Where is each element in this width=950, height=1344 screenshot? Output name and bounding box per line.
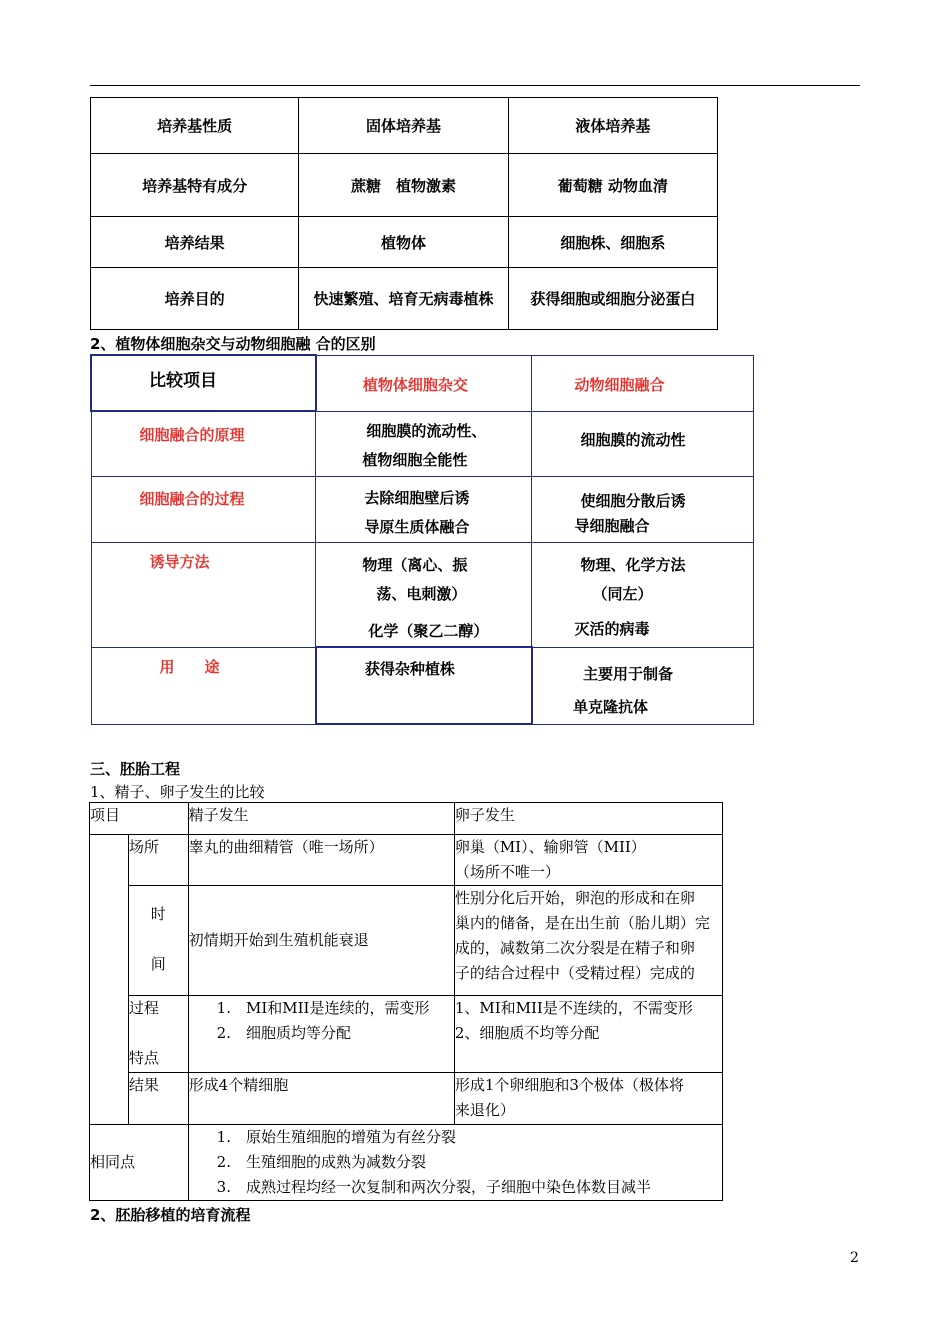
table-row: [90, 996, 723, 1073]
table-cell: [532, 647, 754, 724]
cell-text: 获得杂种植株: [364, 660, 455, 678]
cell-line: 性别分化后开始，卵泡的形成和在卵: [454, 889, 695, 907]
table-row: [91, 217, 718, 268]
table-cell: [454, 996, 722, 1073]
table-cell: [316, 411, 532, 476]
cell-line: 导原生质体融合: [364, 517, 470, 536]
table-row: [91, 355, 754, 411]
table-cell: 睾丸的曲细精管（唯一场所）: [188, 835, 454, 886]
cell-line: 单克隆抗体: [572, 697, 648, 716]
cell-line: 2、细胞质不均等分配: [454, 1024, 600, 1042]
table-header-cell: [316, 355, 532, 411]
table-cell: [188, 1125, 722, 1201]
cell-text: 植物体细胞杂交: [362, 375, 468, 394]
table-cell: 结果: [128, 1073, 188, 1125]
table-cell: [454, 835, 722, 886]
table-cell: [128, 886, 188, 996]
gametogenesis-table: [89, 802, 723, 1201]
table-row: [91, 476, 754, 542]
cell-line: 主要用于制备: [582, 664, 673, 683]
cell-line: 巢内的储备，是在出生前（胎儿期）完: [454, 914, 710, 932]
cell-line: 灭活的病毒: [574, 619, 650, 638]
table-row: [90, 1073, 723, 1125]
cell-line: 1、MI和MII是不连续的，不需变形: [454, 999, 693, 1017]
table-row: [91, 647, 754, 724]
table-cell: [316, 476, 532, 542]
table-cell: 场所: [128, 835, 188, 886]
cell-line: 1. MI和MII是连续的，需变形: [216, 999, 430, 1017]
table-row: [90, 835, 723, 886]
cell-line: 成的，减数第二次分裂是在精子和卵: [454, 939, 695, 957]
page-number: 2: [850, 1250, 859, 1266]
table-cell: 培养目的: [91, 268, 299, 330]
table-cell: 培养基性质: [91, 98, 299, 154]
table-cell: [91, 647, 316, 724]
list-item: 1. 原始生殖细胞的增殖为有丝分裂: [216, 1128, 456, 1146]
cell-line: 植物细胞全能性: [362, 450, 468, 469]
cell-line: 卵巢（MI）、输卵管（MII）: [454, 838, 646, 856]
cell-line: 来退化）: [454, 1101, 515, 1119]
cell-text: 细胞膜的流动性: [580, 430, 686, 449]
table-cell: 细胞株、细胞系: [508, 217, 717, 268]
cell-text: 细胞融合的原理: [139, 426, 245, 444]
cell-line: 子的结合过程中（受精过程）完成的: [454, 964, 695, 982]
cell-text: 诱导方法: [149, 552, 210, 571]
table-cell: [91, 542, 316, 647]
cell-line: （同左）: [592, 584, 653, 603]
cell-text: 用 途: [159, 657, 220, 676]
table-cell: 初情期开始到生殖机能衰退: [188, 886, 454, 996]
table-row: [91, 411, 754, 476]
table-row: [91, 154, 718, 217]
section-title: 三、胚胎工程: [90, 760, 181, 778]
cell-line: 间: [150, 955, 166, 973]
table-header-cell: [91, 355, 316, 411]
cell-line: 时: [150, 905, 166, 923]
table-row: [91, 98, 718, 154]
table-cell: [454, 1073, 722, 1125]
header-rule: [90, 85, 860, 86]
list-item: 3. 成熟过程均经一次复制和两次分裂，子细胞中染色体数目减半: [216, 1178, 651, 1196]
cell-text: 比较项目: [149, 371, 217, 391]
table-cell: 葡萄糖 动物血清: [508, 154, 717, 217]
table-row: [91, 542, 754, 647]
table-header-cell: 精子发生: [188, 803, 454, 835]
cell-line: 物理（离心、振: [362, 555, 468, 574]
cell-line: 细胞膜的流动性、: [366, 421, 487, 440]
cell-line: 形成1个卵细胞和3个极体（极体将: [454, 1076, 684, 1094]
cell-line: （场所不唯一）: [454, 863, 560, 881]
table-cell: 快速繁殖、培育无病毒植株: [299, 268, 508, 330]
table-header-cell: 项目: [90, 803, 189, 835]
table-cell: 固体培养基: [299, 98, 508, 154]
cell-line: 特点: [128, 1049, 159, 1067]
cell-fusion-table: [90, 354, 754, 725]
table-cell: [532, 411, 754, 476]
table-cell: [91, 476, 316, 542]
table-cell: [188, 996, 454, 1073]
cell-line: 荡、电刺激）: [376, 584, 467, 603]
table-cell: 形成4个精细胞: [188, 1073, 454, 1125]
table-cell: 相同点: [90, 1125, 189, 1201]
cell-line: 使细胞分散后诱: [580, 491, 686, 510]
table-row: [90, 803, 723, 835]
table-cell: [91, 411, 316, 476]
table-cell: [90, 835, 129, 1125]
cell-line: 2. 细胞质均等分配: [216, 1024, 351, 1042]
table-cell: [316, 647, 532, 724]
section-subtitle: 1、精子、卵子发生的比较: [90, 783, 265, 801]
table-row: [90, 886, 723, 996]
table-cell: 植物体: [299, 217, 508, 268]
table-cell: 获得细胞或细胞分泌蛋白: [508, 268, 717, 330]
table-cell: [454, 886, 722, 996]
table-cell: 液体培养基: [508, 98, 717, 154]
table-cell: 培养基特有成分: [91, 154, 299, 217]
table-cell: [128, 996, 188, 1073]
table-row: [91, 268, 718, 330]
cell-line: 物理、化学方法: [580, 555, 686, 574]
section-title: 2、植物体细胞杂交与动物细胞融 合的区别: [90, 335, 376, 353]
table-row: [90, 1125, 723, 1201]
cell-line: 导细胞融合: [574, 516, 650, 535]
section-subtitle: 2、胚胎移植的培育流程: [90, 1206, 251, 1224]
cell-line: 化学（聚乙二醇）: [368, 621, 489, 640]
cell-line: 过程: [128, 999, 159, 1017]
table-cell: [532, 542, 754, 647]
table-header-cell: 卵子发生: [454, 803, 722, 835]
table-cell: 蔗糖 植物激素: [299, 154, 508, 217]
cell-text: 动物细胞融合: [574, 375, 665, 394]
cell-line: 去除细胞壁后诱: [364, 488, 470, 507]
table-header-cell: [532, 355, 754, 411]
culture-medium-table: [90, 97, 718, 330]
list-item: 2. 生殖细胞的成熟为减数分裂: [216, 1153, 426, 1171]
table-cell: [316, 542, 532, 647]
table-cell: 培养结果: [91, 217, 299, 268]
table-cell: [532, 476, 754, 542]
cell-text: 细胞融合的过程: [139, 489, 245, 508]
